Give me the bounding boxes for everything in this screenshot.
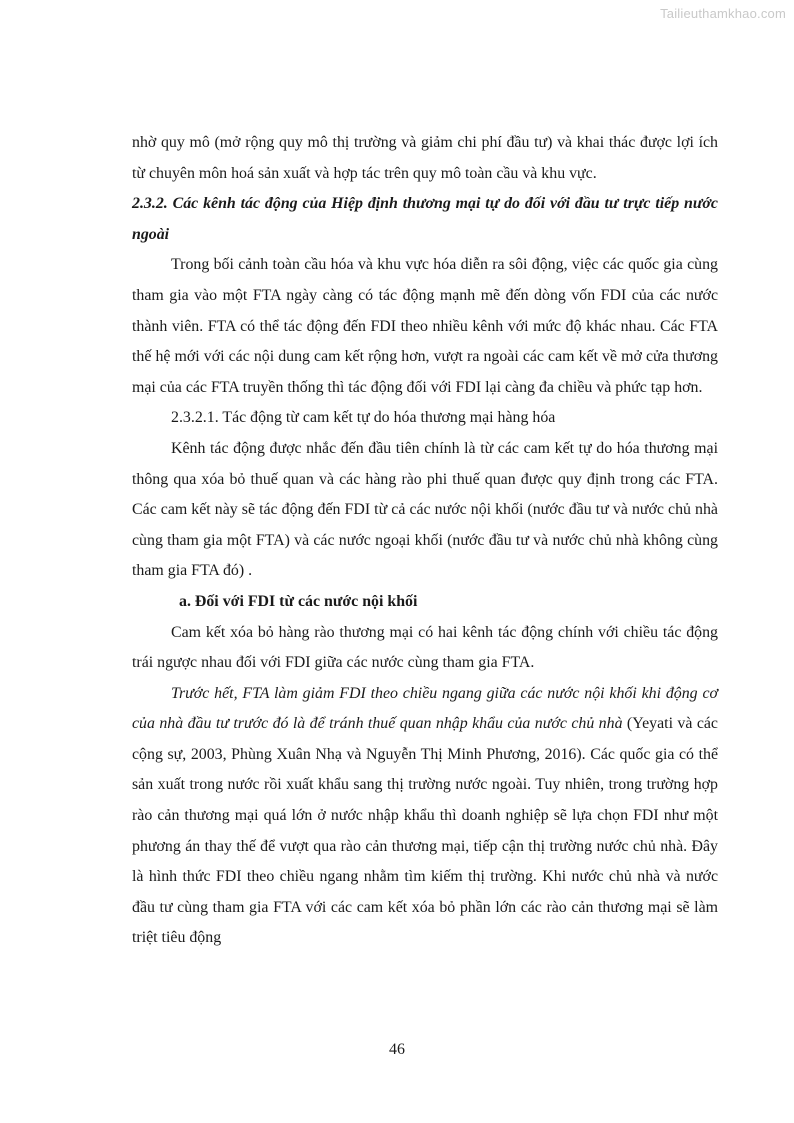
italic-lead-sentence: Trước hết, FTA làm giảm FDI theo chiều ngang giữa các nước nội khối khi động cơ của nhà đầu tư trước đó là để tránh thuế quan nhập khẩu của nước chủ nhà	[132, 684, 718, 733]
subsection-heading-2-3-2-1: 2.3.2.1. Tác động từ cam kết tự do hóa thương mại hàng hóa	[171, 409, 556, 427]
paragraph-context: Trong bối cảnh toàn cầu hóa và khu vực hóa diễn ra sôi động, việc các quốc gia cùng tham gia vào một FTA ngày càng có tác động mạnh mẽ đến dòng vốn FDI của các nước thành viên. FTA có thể tác động đến FDI theo nhiều kênh với mức độ khác nhau. Các FTA thế hệ mới với các nội dung cam kết rộng hơn, vượt ra ngoài các cam kết về mở cửa thương mại của các FTA truyền thống thì tác động đối với FDI lại càng đa chiều và phức tạp hơn.	[132, 256, 718, 396]
section-heading-2-3-2: 2.3.2. Các kênh tác động của Hiệp định thương mại tự do đối với đầu tư trực tiếp nước ngoài	[132, 195, 718, 243]
watermark: Tailieuthamkhao.com	[660, 6, 786, 21]
heading-intra-bloc-fdi: a. Đối với FDI từ các nước nội khối	[179, 592, 418, 610]
page-content	[132, 128, 718, 954]
page-number: 46	[389, 1041, 405, 1058]
paragraph-trade-liberalization: Kênh tác động được nhắc đến đầu tiên chính là từ các cam kết tự do hóa thương mại thông qua xóa bỏ thuế quan và các hàng rào phi thuế quan được quy định trong các FTA. Các cam kết này sẽ tác động đến FDI từ cả các nước nội khối (nước đầu tư và nước chủ nhà cùng tham gia một FTA) và các nước ngoại khối (nước đầu tư và nước chủ nhà không cùng tham gia FTA đó) .	[132, 439, 718, 580]
paragraph-two-channels: Cam kết xóa bỏ hàng rào thương mại có hai kênh tác động chính với chiều tác động trái ngược nhau đối với FDI giữa các nước cùng tham gia FTA.	[132, 623, 718, 672]
paragraph-horizontal-fdi-body: (Yeyati và các cộng sự, 2003, Phùng Xuân Nhạ và Nguyễn Thị Minh Phương, 2016). Các quốc gia có thể sản xuất trong nước rồi xuất khẩu sang thị trường nước ngoài. Tuy nhiên, trong trường hợp rào cản thương mại quá lớn ở nước nhập khẩu thì doanh nghiệp sẽ lựa chọn FDI như một phương án thay thế để vượt qua rào cản thương mại, tiếp cận thị trường nước chủ nhà. Đây là hình thức FDI theo chiều ngang nhằm tìm kiếm thị trường. Khi nước chủ nhà và nước đầu tư cùng tham gia FTA với các cam kết xóa bỏ phần lớn các rào cản thương mại sẽ làm triệt tiêu động	[132, 715, 718, 947]
paragraph-intro: nhờ quy mô (mở rộng quy mô thị trường và giảm chi phí đầu tư) và khai thác được lợi ích từ chuyên môn hoá sản xuất và hợp tác trên quy mô toàn cầu và khu vực.	[132, 134, 718, 182]
paragraph-horizontal-fdi	[132, 679, 718, 954]
